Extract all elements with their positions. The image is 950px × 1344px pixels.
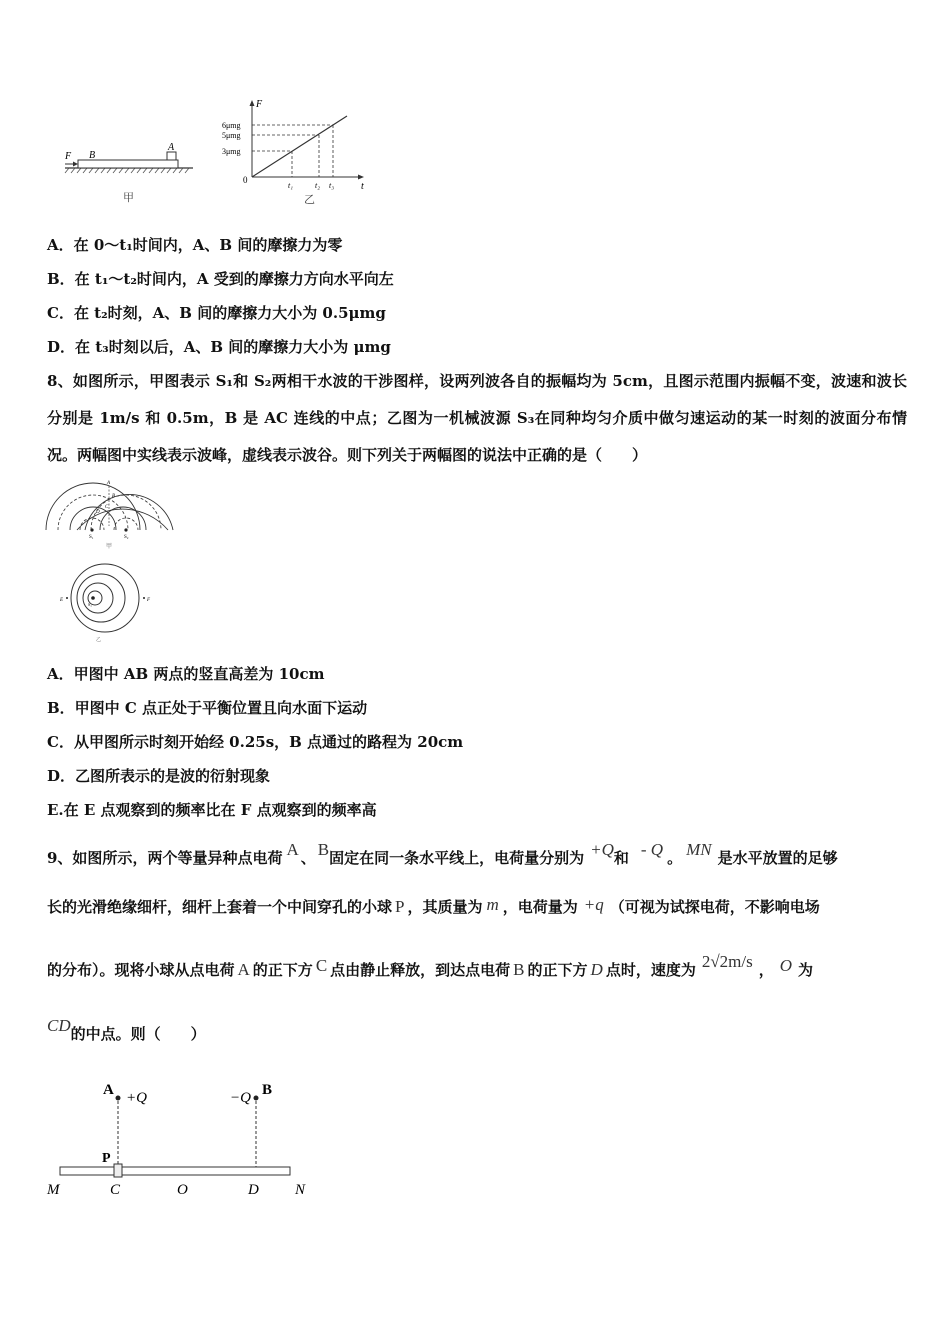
ball-p-label: P (102, 1151, 111, 1166)
q8-option-d: D．乙图所表示的是波的衍射现象 (47, 767, 271, 785)
q9-line-4: CD的中点。则（ ） (47, 1016, 206, 1043)
label-f-force: F (65, 151, 72, 162)
x-tick-t1: t₁ (288, 181, 294, 190)
q8-option-a: A．甲图中 AB 两点的竖直高差为 10cm (47, 665, 325, 683)
point-a-label: A (107, 481, 111, 486)
charge-a-label: A (103, 1082, 114, 1098)
figure-7-yi (222, 99, 364, 206)
point-c-label: C (105, 505, 109, 510)
source-s3-label: S₃ (88, 602, 92, 607)
figure-8-yi (58, 562, 158, 642)
source-s2-label: S₂ (124, 535, 129, 540)
rod-end-m: M (47, 1182, 60, 1198)
label-b-board: B (89, 150, 96, 161)
q8-option-c: C．从甲图所示时刻开始经 0.25s，B 点通过的路程为 20cm (47, 733, 464, 751)
caption-yi: 乙 (304, 194, 315, 206)
charge-b-label: B (262, 1082, 273, 1098)
y-tick-3: 3μmg (222, 147, 241, 156)
q9-line-2: 长的光滑绝缘细杆，细杆上套着一个中间穿孔的小球 P ，其质量为 m ，电荷量为 +q （可视为试探电荷，不影响电场 (47, 895, 820, 916)
x-tick-t3: t₃ (329, 181, 335, 190)
source-s1-label: S₁ (89, 535, 94, 540)
origin-label: 0 (243, 175, 248, 185)
point-d-label: D (96, 510, 100, 515)
caption-jia-8: 甲 (106, 544, 113, 550)
q8-option-e: E.在 E 点观察到的频率比在 F 点观察到的频率高 (47, 801, 377, 819)
point-f-label: F (147, 598, 151, 603)
q7-option-d: D．在 t₃时刻以后，A、B 间的摩擦力大小为 μmg (47, 338, 391, 356)
caption-jia: 甲 (123, 192, 134, 204)
rod-end-n: N (295, 1182, 306, 1198)
label-a-block: A (168, 142, 175, 153)
point-d-label-9: D (248, 1182, 259, 1198)
q7-option-a: A．在 0～t₁时间内，A、B 间的摩擦力为零 (47, 236, 343, 254)
q7-option-b: B．在 t₁～t₂时间内，A 受到的摩擦力方向水平向左 (47, 270, 394, 288)
caption-yi-8: 乙 (96, 638, 102, 642)
figure-7 (55, 95, 385, 215)
q9-line-3: 的分布）。现将小球从点电荷 A 的正下方 C 点由静止释放，到达点电荷 B 的正下方 D 点时，速度为 2√2m/s ， O 为 (47, 952, 814, 979)
q9-line-1: 9、如图所示，两个等量异种点电荷 A 、 B固定在同一条水平线上，电荷量分别为 +Q和 - Q 。 MN 是水平放置的足够 (47, 840, 838, 867)
q8-option-b: B．甲图中 C 点正处于平衡位置且向水面下运动 (47, 699, 368, 717)
figure-8-jia (44, 478, 179, 553)
axis-label-t: t (361, 181, 364, 192)
point-o-label: O (177, 1182, 188, 1198)
axis-label-f: F (256, 99, 263, 110)
point-b-label: B (112, 494, 116, 499)
figure-9 (44, 1072, 324, 1202)
point-e-label: E (60, 598, 64, 603)
point-c-label-9: C (110, 1182, 121, 1198)
charge-b-value: −Q (230, 1090, 251, 1106)
x-tick-t2: t₂ (315, 181, 321, 190)
q8-stem: 8、如图所示，甲图表示 S₁和 S₂两相干水波的干涉图样，设两列波各自的振幅均为 5cm，且图示范围内振幅不变，波速和波长分别是 1m/s 和 0.5m，B 是 AC 连线的中点；乙图为一机械波源 S₃在同种均匀介质中做匀速运动的某一时刻的波面分布情况。两幅图中实线表示波峰，虚线表示波谷。则下列关于两幅图的说法中正确的是（ ） (47, 372, 907, 464)
y-tick-6: 6μmg (222, 121, 241, 130)
figure-7-jia (64, 142, 193, 204)
y-tick-5: 5μmg (222, 131, 241, 140)
q7-option-c: C．在 t₂时刻，A、B 间的摩擦力大小为 0.5μmg (47, 304, 386, 322)
charge-a-value: +Q (126, 1090, 147, 1106)
